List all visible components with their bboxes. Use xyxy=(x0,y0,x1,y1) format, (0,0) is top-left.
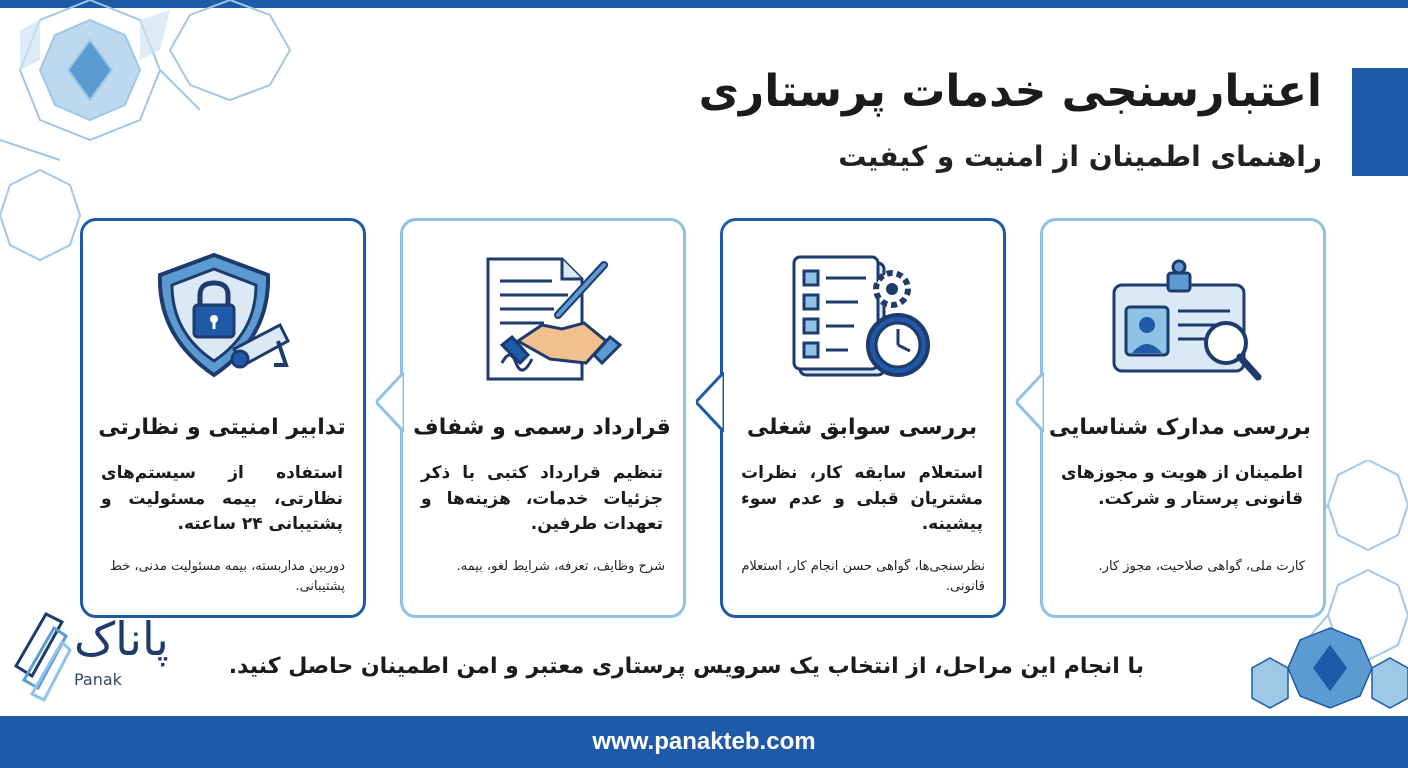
step-note: دوربین مداربسته، بیمه مسئولیت مدنی، خط پشتیبانی. xyxy=(109,559,345,595)
chevron-left-icon xyxy=(1016,372,1044,432)
id-card-magnifier-icon xyxy=(1098,245,1268,395)
step-title: بررسی مدارک شناسایی xyxy=(1048,415,1311,440)
closing-statement: با انجام این مراحل، از انتخاب یک سرویس پرستاری معتبر و امن اطمینان حاصل کنید. xyxy=(228,654,1144,679)
step-note: کارت ملی، گواهی صلاحیت، مجوز کار. xyxy=(1098,559,1305,574)
website-link[interactable]: www.panakteb.com xyxy=(592,728,816,755)
chevron-left-icon xyxy=(696,372,724,432)
logo-wordmark-en: Panak xyxy=(74,670,122,689)
chevron-left-icon xyxy=(376,372,404,432)
step-title: بررسی سوابق شغلی xyxy=(746,415,978,440)
step-card-security-measures xyxy=(80,218,366,618)
page-subtitle: راهنمای اطمینان از امنیت و کیفیت xyxy=(838,140,1322,173)
step-card-work-history xyxy=(720,218,1006,618)
page-title: اعتبارسنجی خدمات پرستاری xyxy=(698,66,1322,117)
step-title: تدابیر امنیتی و نظارتی xyxy=(98,415,346,440)
step-note: شرح وظایف، تعرفه، شرایط لغو، بیمه. xyxy=(456,559,665,574)
step-note: نظرسنجی‌ها، گواهی حسن انجام کار، استعلام قانونی. xyxy=(741,559,985,595)
geometric-pattern-bottom-right xyxy=(1250,618,1408,718)
step-title: قرارداد رسمی و شفاف xyxy=(413,415,671,440)
step-description: تنظیم قرارداد کتبی با ذکر جزئیات خدمات، هزینه‌ها و تعهدات طرفین. xyxy=(421,463,663,534)
contract-handshake-icon xyxy=(458,245,628,395)
step-description: اطمینان از هویت و مجوزهای قانونی پرستار و شرکت. xyxy=(1061,463,1303,509)
checklist-gear-clock-icon xyxy=(778,245,948,395)
shield-lock-camera-icon xyxy=(138,245,308,395)
step-description: استعلام سابقه کار، نظرات مشتریان قبلی و عدم سوء پیشینه. xyxy=(741,463,983,534)
title-accent-bar xyxy=(1352,68,1408,176)
step-card-identity-documents xyxy=(1040,218,1326,618)
step-card-formal-contract xyxy=(400,218,686,618)
logo-wordmark-fa: پاناک xyxy=(74,612,169,666)
step-description: استفاده از سیستم‌های نظارتی، بیمه مسئولیت و پشتیبانی ۲۴ ساعته. xyxy=(101,463,343,534)
